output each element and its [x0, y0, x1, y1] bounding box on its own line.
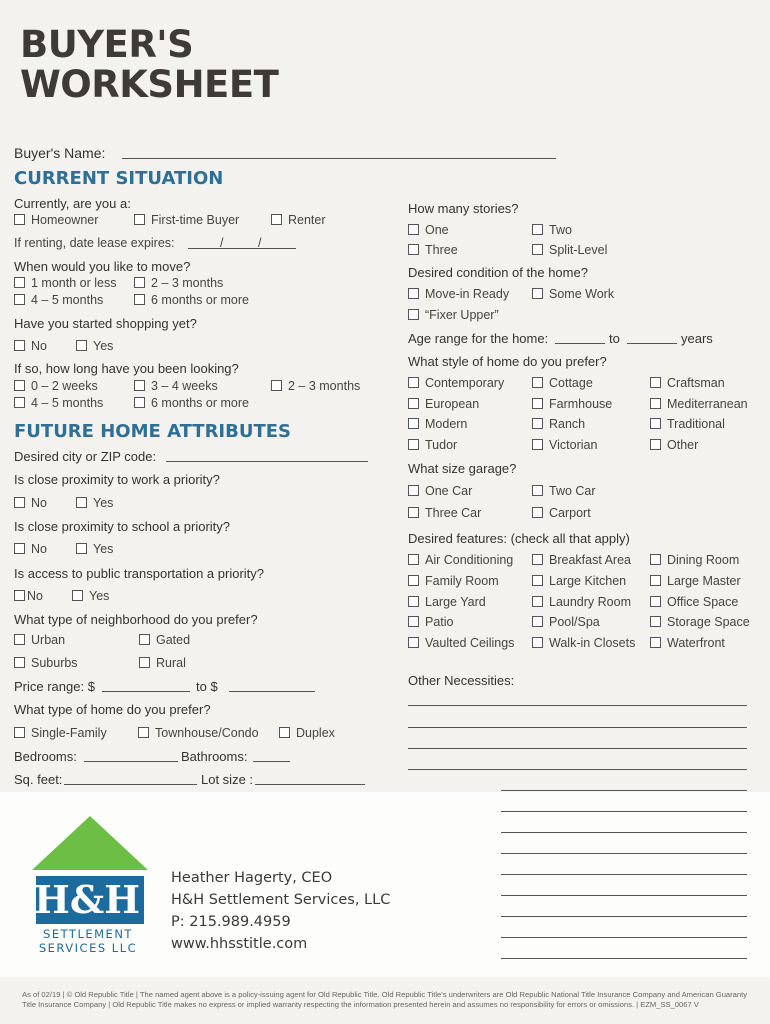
- opt-european[interactable]: European: [408, 397, 479, 411]
- other-line-10[interactable]: [501, 895, 747, 896]
- opt-fixer-upper[interactable]: “Fixer Upper”: [408, 308, 499, 322]
- opt-4-5-months[interactable]: 4 – 5 months: [14, 293, 103, 307]
- price-to-label: to $: [196, 679, 218, 694]
- bathrooms-field[interactable]: [253, 761, 290, 762]
- age-to-label: to: [609, 331, 620, 346]
- q-price-range: Price range: $: [14, 679, 95, 694]
- opt-one-car[interactable]: One Car: [408, 484, 472, 498]
- checkbox[interactable]: [650, 616, 661, 627]
- buyer-name-label: Buyer's Name:: [14, 145, 106, 161]
- other-line-12[interactable]: [501, 937, 747, 938]
- checkbox[interactable]: [279, 727, 290, 738]
- opt-0-2-weeks[interactable]: 0 – 2 weeks: [14, 379, 98, 393]
- checkbox[interactable]: [76, 497, 87, 508]
- q-condition: Desired condition of the home?: [408, 265, 588, 280]
- opt-shopping-yes[interactable]: Yes: [76, 339, 113, 353]
- q-renting-date: If renting, date lease expires:: [14, 236, 175, 250]
- q-transit-priority: Is access to public transportation a priority?: [14, 566, 265, 581]
- city-zip-field[interactable]: [166, 461, 368, 462]
- q-other-necessities: Other Necessities:: [408, 673, 515, 688]
- checkbox[interactable]: [532, 418, 543, 429]
- checkbox[interactable]: [14, 277, 25, 288]
- other-line-2[interactable]: [408, 727, 747, 728]
- hh-logo: [30, 814, 150, 956]
- opt-urban[interactable]: Urban: [14, 633, 65, 647]
- price-min-field[interactable]: [102, 691, 190, 692]
- q-home-type: What type of home do you prefer?: [14, 702, 211, 717]
- contact-phone: P: 215.989.4959: [171, 914, 291, 930]
- checkbox[interactable]: [14, 294, 25, 305]
- opt-split-level[interactable]: Split-Level: [532, 243, 607, 257]
- checkbox[interactable]: [72, 590, 83, 601]
- checkbox[interactable]: [14, 543, 25, 554]
- checkbox[interactable]: [76, 543, 87, 554]
- opt-modern[interactable]: Modern: [408, 417, 467, 431]
- q-neighborhood: What type of neighborhood do you prefer?: [14, 612, 258, 627]
- checkbox[interactable]: [408, 309, 419, 320]
- opt-school-yes[interactable]: Yes: [76, 542, 113, 556]
- checkbox[interactable]: [532, 616, 543, 627]
- logo-letters: H&H: [33, 877, 141, 922]
- other-line-9[interactable]: [501, 874, 747, 875]
- checkbox[interactable]: [138, 727, 149, 738]
- checkbox[interactable]: [408, 244, 419, 255]
- checkbox[interactable]: [650, 398, 661, 409]
- checkbox[interactable]: [271, 380, 282, 391]
- opt-townhouse[interactable]: Townhouse/Condo: [138, 726, 259, 740]
- checkbox[interactable]: [134, 277, 145, 288]
- q-style: What style of home do you prefer?: [408, 354, 607, 369]
- title-line-1: BUYER'S: [20, 23, 194, 66]
- checkbox[interactable]: [650, 575, 661, 586]
- other-line-13[interactable]: [501, 958, 747, 959]
- age-min-field[interactable]: [555, 343, 605, 344]
- opt-some-work[interactable]: Some Work: [532, 287, 614, 301]
- q-sqfeet: Sq. feet:: [14, 772, 63, 787]
- date-slash-1: /: [220, 236, 224, 250]
- q-garage: What size garage?: [408, 461, 517, 476]
- q-work-priority: Is close proximity to work a priority?: [14, 472, 220, 487]
- checkbox[interactable]: [14, 214, 25, 225]
- logo-line-2: SERVICES LLC: [38, 941, 138, 955]
- opt-work-no[interactable]: No: [14, 496, 47, 510]
- contact-website[interactable]: www.hhsstitle.com: [171, 936, 308, 952]
- q-currently: Currently, are you a:: [14, 196, 131, 211]
- checkbox[interactable]: [408, 288, 419, 299]
- checkbox[interactable]: [650, 596, 661, 607]
- opt-traditional[interactable]: Traditional: [650, 417, 725, 431]
- lotsize-field[interactable]: [255, 784, 365, 785]
- checkbox[interactable]: [532, 288, 543, 299]
- opt-large-master[interactable]: Large Master: [650, 574, 741, 588]
- checkbox[interactable]: [650, 377, 661, 388]
- checkbox[interactable]: [408, 554, 419, 565]
- opt-shopping-no[interactable]: No: [14, 339, 47, 353]
- other-line-7[interactable]: [501, 832, 747, 833]
- opt-air-conditioning[interactable]: Air Conditioning: [408, 553, 513, 567]
- checkbox[interactable]: [76, 340, 87, 351]
- age-max-field[interactable]: [627, 343, 677, 344]
- checkbox[interactable]: [14, 634, 25, 645]
- opt-laundry-room[interactable]: Laundry Room: [532, 595, 631, 609]
- age-years-label: years: [681, 331, 713, 346]
- checkbox[interactable]: [650, 637, 661, 648]
- bedrooms-field[interactable]: [84, 761, 178, 762]
- opt-single-family[interactable]: Single-Family: [14, 726, 107, 740]
- checkbox[interactable]: [408, 439, 419, 450]
- other-line-3[interactable]: [408, 748, 747, 749]
- checkbox[interactable]: [271, 214, 282, 225]
- opt-transit-yes[interactable]: Yes: [72, 589, 109, 603]
- section-future-home: FUTURE HOME ATTRIBUTES: [14, 421, 292, 442]
- checkbox[interactable]: [532, 554, 543, 565]
- q-bedrooms: Bedrooms:: [14, 749, 77, 764]
- checkbox[interactable]: [14, 657, 25, 668]
- opt-pool-spa[interactable]: Pool/Spa: [532, 615, 600, 629]
- opt-suburbs[interactable]: Suburbs: [14, 656, 78, 670]
- opt-breakfast-area[interactable]: Breakfast Area: [532, 553, 631, 567]
- checkbox[interactable]: [14, 590, 25, 601]
- opt-mediterranean[interactable]: Mediterranean: [650, 397, 748, 411]
- opt-cottage[interactable]: Cottage: [532, 376, 593, 390]
- checkbox[interactable]: [650, 439, 661, 450]
- checkbox[interactable]: [408, 418, 419, 429]
- opt-craftsman[interactable]: Craftsman: [650, 376, 725, 390]
- q-when-move: When would you like to move?: [14, 259, 191, 274]
- checkbox[interactable]: [408, 485, 419, 496]
- checkbox[interactable]: [134, 397, 145, 408]
- checkbox[interactable]: [532, 596, 543, 607]
- q-lotsize: Lot size :: [201, 772, 254, 787]
- opt-large-yard[interactable]: Large Yard: [408, 595, 486, 609]
- title-line-2: WORKSHEET: [20, 63, 279, 106]
- opt-duplex[interactable]: Duplex: [279, 726, 335, 740]
- checkbox[interactable]: [408, 637, 419, 648]
- opt-victorian[interactable]: Victorian: [532, 438, 597, 452]
- opt-three-story[interactable]: Three: [408, 243, 458, 257]
- opt-two-car[interactable]: Two Car: [532, 484, 596, 498]
- other-line-8[interactable]: [501, 853, 747, 854]
- opt-family-room[interactable]: Family Room: [408, 574, 499, 588]
- checkbox[interactable]: [134, 380, 145, 391]
- other-line-4[interactable]: [408, 769, 747, 770]
- other-line-1[interactable]: [408, 705, 747, 706]
- opt-office-space[interactable]: Office Space: [650, 595, 738, 609]
- checkbox[interactable]: [532, 244, 543, 255]
- other-line-6[interactable]: [501, 811, 747, 812]
- footer-disclaimer: As of 02/19 | © Old Republic Title | The named agent above is a policy-issuing agent for Old Republic Title. Old Republic Title's underwriters are Old Republic National Title Insurance Company and American Guaranty Title Insurance Company | Old Republic Title makes no express or implied warranty respecting the information presented herein and assumes no responsibility for errors or omissions. | EZM_SS_0067 V: [22, 990, 748, 1009]
- checkbox[interactable]: [408, 616, 419, 627]
- checkbox[interactable]: [532, 439, 543, 450]
- checkbox[interactable]: [650, 418, 661, 429]
- checkbox[interactable]: [408, 507, 419, 518]
- opt-6-months[interactable]: 6 months or more: [134, 293, 249, 307]
- opt-work-yes[interactable]: Yes: [76, 496, 113, 510]
- q-how-long: If so, how long have you been looking?: [14, 361, 239, 376]
- opt-transit-no[interactable]: No: [14, 589, 43, 603]
- checkbox[interactable]: [134, 214, 145, 225]
- opt-one-story[interactable]: One: [408, 223, 449, 237]
- opt-patio[interactable]: Patio: [408, 615, 454, 629]
- logo-line-1: SETTLEMENT: [43, 927, 133, 941]
- opt-other-style[interactable]: Other: [650, 438, 698, 452]
- checkbox[interactable]: [408, 398, 419, 409]
- opt-vaulted-ceilings[interactable]: Vaulted Ceilings: [408, 636, 514, 650]
- opt-storage-space[interactable]: Storage Space: [650, 615, 750, 629]
- checkbox[interactable]: [650, 554, 661, 565]
- opt-two-story[interactable]: Two: [532, 223, 572, 237]
- contact-company: H&H Settlement Services, LLC: [171, 892, 391, 908]
- section-current-situation: CURRENT SITUATION: [14, 168, 224, 189]
- opt-waterfront[interactable]: Waterfront: [650, 636, 725, 650]
- opt-move-in-ready[interactable]: Move-in Ready: [408, 287, 509, 301]
- date-slash-2: /: [258, 236, 262, 250]
- features-note: (check all that apply): [510, 531, 630, 546]
- q-school-priority: Is close proximity to school a priority?: [14, 519, 231, 534]
- q-started-shopping: Have you started shopping yet?: [14, 316, 197, 331]
- opt-school-no[interactable]: No: [14, 542, 47, 556]
- checkbox[interactable]: [14, 340, 25, 351]
- q-features: Desired features: (check all that apply): [408, 531, 630, 546]
- buyer-name-field[interactable]: [122, 158, 556, 159]
- checkbox[interactable]: [14, 727, 25, 738]
- checkbox[interactable]: [14, 380, 25, 391]
- other-line-5[interactable]: [501, 790, 747, 791]
- opt-3-4-weeks[interactable]: 3 – 4 weeks: [134, 379, 218, 393]
- checkbox[interactable]: [532, 377, 543, 388]
- opt-first-time-buyer[interactable]: First-time Buyer: [134, 213, 239, 227]
- opt-looking-4-5-months[interactable]: 4 – 5 months: [14, 396, 103, 410]
- opt-tudor[interactable]: Tudor: [408, 438, 457, 452]
- opt-2-3-months[interactable]: 2 – 3 months: [134, 276, 223, 290]
- checkbox[interactable]: [408, 224, 419, 235]
- checkbox[interactable]: [139, 657, 150, 668]
- checkbox[interactable]: [14, 497, 25, 508]
- q-age-range: Age range for the home:: [408, 331, 549, 346]
- checkbox[interactable]: [532, 485, 543, 496]
- checkbox[interactable]: [14, 397, 25, 408]
- opt-dining-room[interactable]: Dining Room: [650, 553, 739, 567]
- opt-looking-6-months[interactable]: 6 months or more: [134, 396, 249, 410]
- q-stories: How many stories?: [408, 201, 519, 216]
- opt-renter[interactable]: Renter: [271, 213, 326, 227]
- lease-date-field[interactable]: [188, 248, 296, 249]
- opt-farmhouse[interactable]: Farmhouse: [532, 397, 612, 411]
- opt-large-kitchen[interactable]: Large Kitchen: [532, 574, 626, 588]
- other-line-11[interactable]: [501, 916, 747, 917]
- checkbox[interactable]: [532, 398, 543, 409]
- checkbox[interactable]: [139, 634, 150, 645]
- opt-rural[interactable]: Rural: [139, 656, 186, 670]
- opt-three-car[interactable]: Three Car: [408, 506, 481, 520]
- opt-gated[interactable]: Gated: [139, 633, 190, 647]
- checkbox[interactable]: [408, 377, 419, 388]
- opt-1-month[interactable]: 1 month or less: [14, 276, 116, 290]
- q-bathrooms: Bathrooms:: [181, 749, 248, 764]
- opt-homeowner[interactable]: Homeowner: [14, 213, 98, 227]
- checkbox[interactable]: [134, 294, 145, 305]
- sqfeet-field[interactable]: [64, 784, 197, 785]
- opt-walk-in-closets[interactable]: Walk-in Closets: [532, 636, 635, 650]
- checkbox[interactable]: [408, 575, 419, 586]
- q-city-zip: Desired city or ZIP code:: [14, 449, 157, 464]
- price-max-field[interactable]: [229, 691, 315, 692]
- checkbox[interactable]: [532, 637, 543, 648]
- opt-carport[interactable]: Carport: [532, 506, 591, 520]
- opt-looking-2-3-months[interactable]: 2 – 3 months: [271, 379, 360, 393]
- contact-name: Heather Hagerty, CEO: [171, 870, 333, 886]
- checkbox[interactable]: [532, 224, 543, 235]
- checkbox[interactable]: [532, 575, 543, 586]
- opt-ranch[interactable]: Ranch: [532, 417, 585, 431]
- checkbox[interactable]: [532, 507, 543, 518]
- opt-contemporary[interactable]: Contemporary: [408, 376, 504, 390]
- checkbox[interactable]: [408, 596, 419, 607]
